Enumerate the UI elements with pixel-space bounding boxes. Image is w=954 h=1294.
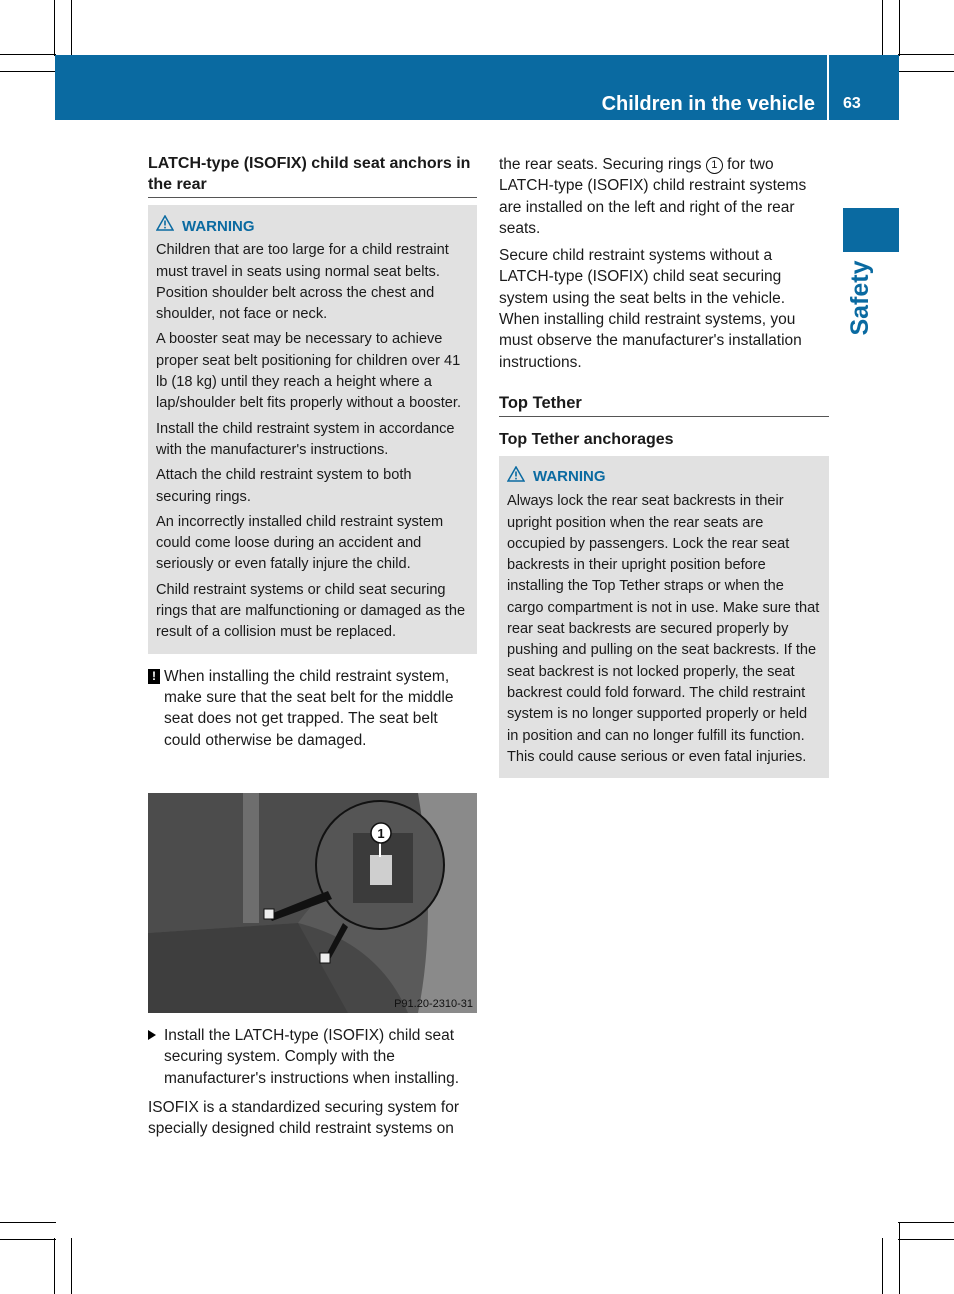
crop-mark [0, 54, 56, 55]
arrow-bullet-icon [148, 1030, 156, 1040]
warning-box [148, 205, 477, 654]
damage-note [148, 666, 477, 751]
warning-paragraph: Install the child restraint system in accordance with the manufacturer's instructions. [156, 420, 455, 458]
crop-mark [0, 1239, 56, 1240]
crop-mark [898, 54, 954, 55]
warning-label: WARNING [533, 468, 606, 486]
warning-box [499, 456, 829, 778]
body-paragraph: Secure child restraint systems without a LATCH-type (ISOFIX) child seat securing system using the seat belts in the vehicle. When installing child restraint systems, you must observe the manufacturer's installation instructions. [499, 247, 802, 371]
right-column [499, 154, 829, 778]
warning-paragraph: A booster seat may be necessary to achieve proper seat belt positioning for children over 41 lb (18 kg) until they reach a height where a lap/shoulder belt fits properly without a booster. [156, 331, 462, 412]
crop-mark [71, 0, 72, 56]
instruction-text: Install the LATCH-type (ISOFIX) child seat securing system. Comply with the manufacturer's instructions when installing. [164, 1027, 460, 1087]
subsection-title: Top Tether anchorages [499, 430, 674, 448]
figure-code: P91.20-2310-31 [394, 998, 473, 1010]
warning-triangle-icon [156, 215, 174, 237]
side-tab [843, 208, 899, 252]
crop-mark [0, 1222, 56, 1223]
warning-heading [507, 466, 821, 488]
crop-mark [0, 71, 56, 72]
seat-anchor-figure [148, 793, 477, 1013]
warning-paragraph: Child restraint systems or child seat securing rings that are malfunctioning or damaged as the result of a collision must be replaced. [156, 581, 466, 641]
body-paragraph: ISOFIX is a standardized securing system for specially designed child restraint systems on [148, 1098, 459, 1138]
crop-mark [898, 71, 954, 72]
exclamation-icon: ! [148, 669, 160, 684]
left-column-lower [148, 1025, 477, 1145]
warning-label: WARNING [182, 217, 255, 235]
left-column [148, 153, 477, 751]
crop-mark [898, 1239, 954, 1240]
warning-paragraph: Always lock the rear seat backrests in their upright position when the rear seats are occupied by passengers. Lock the rear seat backrests in their upright position before installing the Top Tether straps or when the cargo compartment is not in use. Make sure that rear seat backrests are secured properly by pushing and pulling on the seat backrests. If the seat backrest is not locked properly, the seat backrest could fold forward. The child restraint system is no longer supported properly or held in position and can no longer fulfill its function. This could cause serious or even fatal injuries. [507, 493, 820, 765]
crop-mark [882, 0, 883, 56]
warning-triangle-icon [507, 466, 525, 488]
chapter-title: Children in the vehicle [601, 93, 815, 115]
warning-paragraph: An incorrectly installed child restraint system could come loose during an accident and seriously or even fatally injure the child. [156, 513, 444, 573]
crop-mark [898, 1222, 954, 1223]
callout-ref: 1 [706, 157, 723, 174]
header-divider [827, 55, 829, 120]
body-text: for two LATCH-type (ISOFIX) child restraint systems are installed on the left and right of the rear seats. [499, 156, 807, 237]
warning-paragraph: Attach the child restraint system to both securing rings. [156, 467, 412, 505]
instruction-step [148, 1025, 477, 1089]
crop-mark [899, 0, 900, 56]
crop-mark [54, 1238, 55, 1294]
page-number: 63 [843, 95, 861, 112]
figure-callout-number: 1 [377, 826, 385, 841]
crop-mark [899, 1222, 900, 1294]
note-text: When installing the child restraint system, make sure that the seat belt for the middle seat does not get trapped. The seat belt could otherwise be damaged. [164, 667, 454, 749]
warning-paragraph: Children that are too large for a child restraint must travel in seats using normal seat belts. Position shoulder belt across the chest and shoulder, not face or neck. [156, 242, 449, 323]
warning-heading [156, 215, 469, 237]
body-paragraph [499, 154, 829, 239]
crop-mark [71, 1238, 72, 1294]
body-text: the rear seats. Securing rings [499, 156, 702, 173]
section-title: Top Tether [499, 393, 829, 417]
section-title: LATCH-type (ISOFIX) child seat anchors in the rear [148, 153, 477, 198]
rear-seat-illustration [148, 793, 477, 1013]
crop-mark [54, 0, 55, 56]
side-tab-label: Safety [846, 260, 874, 336]
crop-mark [882, 1238, 883, 1294]
